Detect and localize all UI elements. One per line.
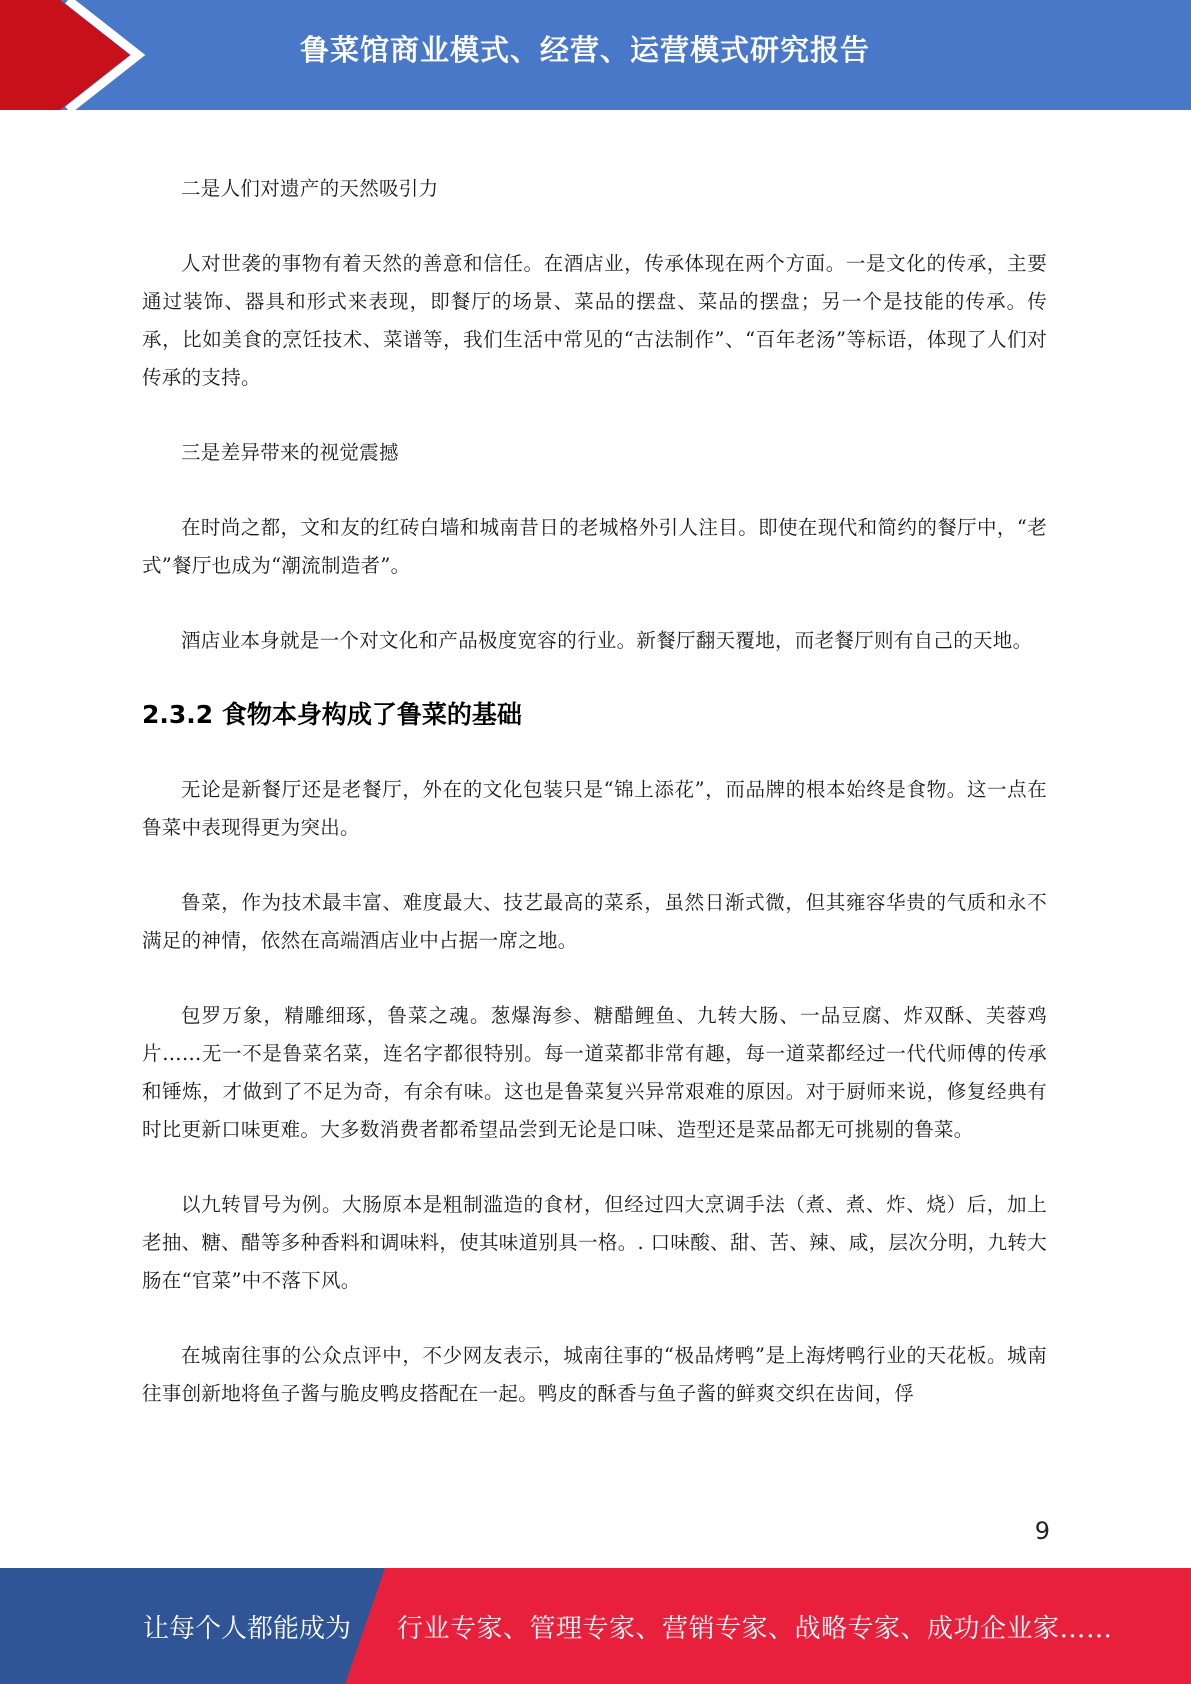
paragraph: 在城南往事的公众点评中，不少网友表示，城南往事的“极品烤鸭”是上海烤鸭行业的天花板。城南往事创新地将鱼子酱与脆皮鸭皮搭配在一起。鸭皮的酥香与鱼子酱的鲜爽交织在齿间，俘 [142, 1344, 1047, 1405]
paragraph: 三是差异带来的视觉震撼 [181, 441, 399, 464]
paragraph: 包罗万象，精雕细琢，鲁菜之魂。葱爆海参、糖醋鲤鱼、九转大肠、一品豆腐、炸双酥、芙蓉鸡片……无一不是鲁菜名菜，连名字都很特别。每一道菜都非常有趣，每一道菜都经过一代代师傅的传承和锤炼，才做到了不足为奇，有余有味。这也是鲁菜复兴异常艰难的原因。对于厨师来说，修复经典有时比更新口味更难。大多数消费者都希望品尝到无论是口味、造型还是菜品都无可挑剔的鲁菜。 [142, 1004, 1047, 1141]
document-body [142, 170, 1047, 1450]
paragraph: 在时尚之都，文和友的红砖白墙和城南昔日的老城格外引人注目。即使在现代和简约的餐厅中，“老式”餐厅也成为“潮流制造者”。 [142, 516, 1047, 577]
footer-slogan-right: 行业专家、管理专家、营销专家、战略专家、成功企业家…… [397, 1614, 1113, 1644]
section-heading: 2.3.2 食物本身构成了鲁菜的基础 [142, 700, 522, 729]
paragraph: 无论是新餐厅还是老餐厅，外在的文化包装只是“锦上添花”，而品牌的根本始终是食物。这一点在鲁菜中表现得更为突出。 [142, 778, 1047, 839]
page-number: 9 [1034, 1517, 1050, 1545]
report-title: 鲁菜馆商业模式、经营、运营模式研究报告 [300, 33, 871, 67]
footer-slogan-left: 让每个人都能成为 [143, 1614, 352, 1644]
paragraph: 酒店业本身就是一个对文化和产品极度宽容的行业。新餐厅翻天覆地，而老餐厅则有自己的天地。 [181, 629, 1033, 652]
paragraph: 以九转冒号为例。大肠原本是粗制滥造的食材，但经过四大烹调手法（煮、煮、炸、烧）后，加上老抽、糖、醋等多种香料和调味料，使其味道别具一格。. 口味酸、甜、苦、辣、咸，层次分明，九转大肠在“官菜”中不落下风。 [142, 1193, 1047, 1292]
paragraph: 鲁菜，作为技术最丰富、难度最大、技艺最高的菜系，虽然日渐式微，但其雍容华贵的气质和永不满足的神情，依然在高端酒店业中占据一席之地。 [142, 891, 1047, 952]
paragraph: 二是人们对遗产的天然吸引力 [181, 177, 439, 200]
page-header [0, 0, 1191, 110]
page-footer [0, 1568, 1191, 1684]
paragraph: 人对世袭的事物有着天然的善意和信任。在酒店业，传承体现在两个方面。一是文化的传承，主要通过装饰、器具和形式来表现，即餐厅的场景、菜品的摆盘、菜品的摆盘；另一个是技能的传承。传承，比如美食的烹饪技术、菜谱等，我们生活中常见的“古法制作”、“百年老汤”等标语，体现了人们对传承的支持。 [142, 252, 1047, 389]
